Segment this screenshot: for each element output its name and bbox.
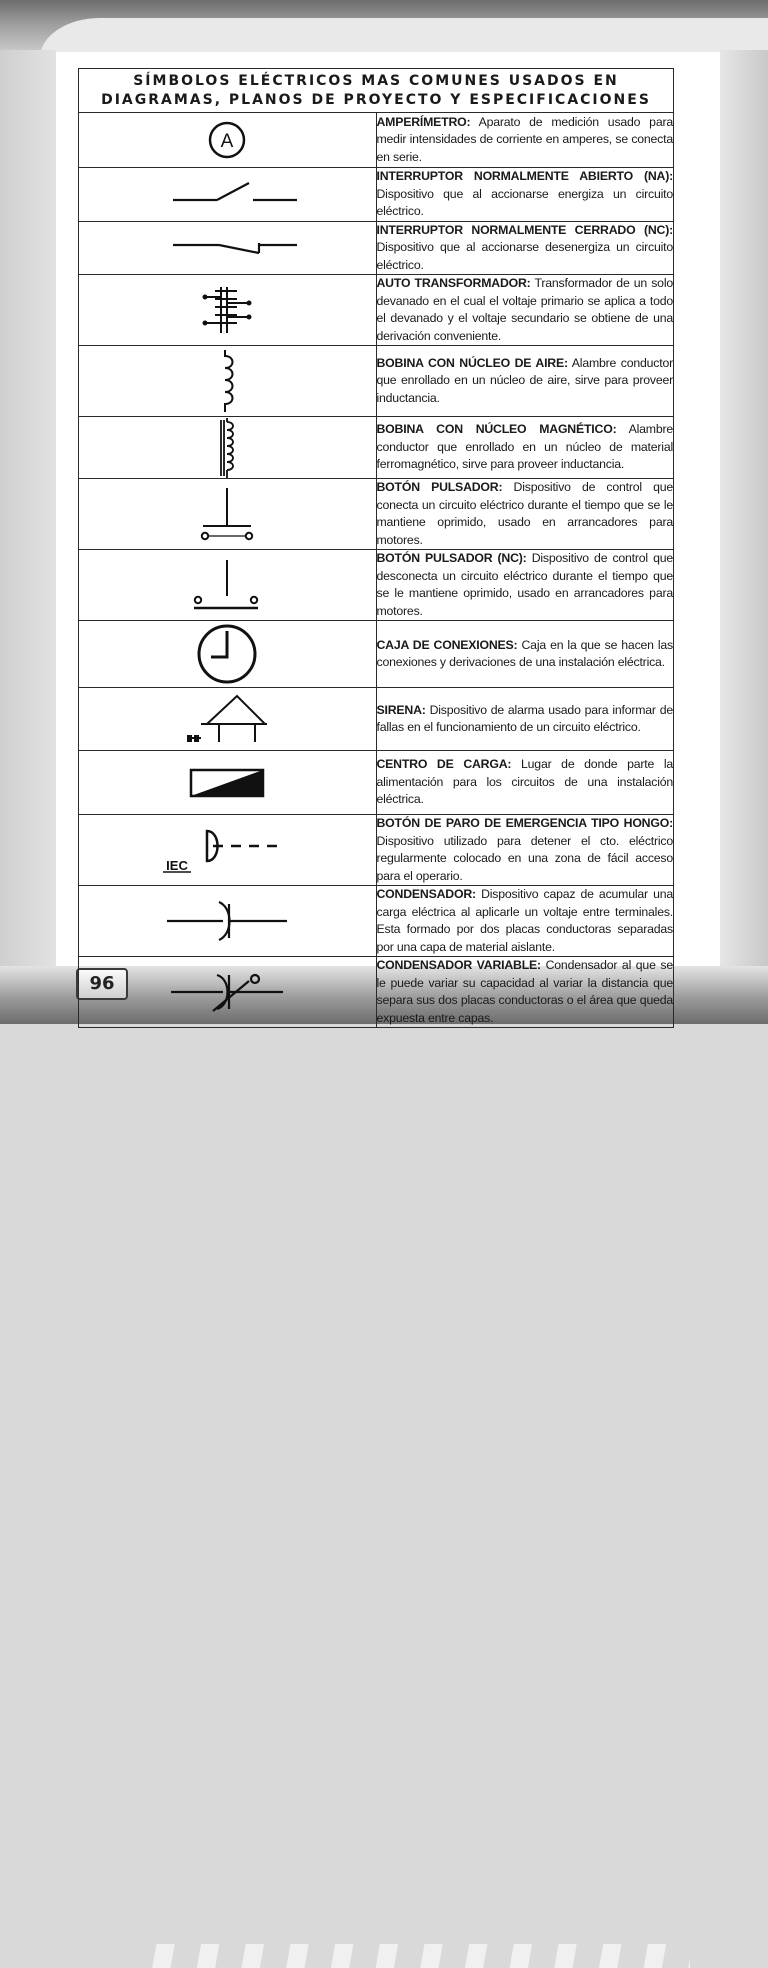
symbol-text: Dispositivo capaz de acumular una carga eléctrica al aplicarle un voltaje entre terminales. Esta formado por dos placas conductoras separadas por una capa de material aislante. xyxy=(376,887,673,954)
siren-symbol xyxy=(79,688,377,751)
emergency-stop-description xyxy=(376,815,674,886)
symbol-text: Dispositivo de control que desconecta un circuito eléctrico durante el tiempo que se le mantiene oprimido, usado en arrancadores para motores. xyxy=(376,551,673,618)
table-row xyxy=(79,751,674,815)
symbol-text: Aparato de medición usado para medir intensidades de corriente en amperes, se conecta en serie. xyxy=(376,114,673,164)
table-row xyxy=(79,346,674,417)
symbol-text: Caja en la que se hacen las conexiones y derivaciones de una instalación eléctrica. xyxy=(376,637,673,669)
symbol-text: Dispositivo de control que conecta un circuito eléctrico durante el tiempo que se le mantiene oprimido, usado en arrancadores para motores. xyxy=(376,480,673,547)
air-core-coil-symbol xyxy=(79,346,377,417)
emergency-stop-symbol xyxy=(79,815,377,886)
symbol-name: INTERRUPTOR NORMALMENTE CERRADO (NC): xyxy=(376,222,673,237)
air-core-coil-description xyxy=(376,346,674,417)
symbol-text: Alambre conductor que enrollado en un núcleo de aire, sirve para proveer inductancia. xyxy=(376,355,673,405)
load-center-description xyxy=(376,751,674,815)
symbol-text: Dispositivo que al accionarse desenergiza un circuito eléctrico. xyxy=(376,240,673,272)
symbol-text: Dispositivo de alarma usado para informar de fallas en el funcionamiento de un circuito eléctrico. xyxy=(376,702,673,734)
push-button-nc-symbol xyxy=(79,550,377,621)
table-row xyxy=(79,621,674,688)
push-button-symbol xyxy=(79,479,377,550)
capacitor-symbol xyxy=(79,886,377,957)
ammeter-description xyxy=(376,113,674,168)
symbol-name: BOTÓN PULSADOR (NC): xyxy=(376,551,527,565)
symbols-table xyxy=(78,68,674,1028)
symbol-name: AUTO TRANSFORMADOR: xyxy=(376,276,531,290)
symbol-name: CAJA DE CONEXIONES: xyxy=(376,637,518,652)
table-row xyxy=(79,886,674,957)
table-row xyxy=(79,417,674,479)
symbol-name: CONDENSADOR: xyxy=(376,887,476,901)
symbol-text: Dispositivo que al accionarse energiza un circuito eléctrico. xyxy=(376,186,673,218)
ammeter-symbol xyxy=(79,113,377,168)
table-row xyxy=(79,113,674,168)
switch-nc-symbol xyxy=(79,221,377,275)
junction-box-description xyxy=(376,621,674,688)
symbol-name: SIRENA: xyxy=(376,702,426,717)
symbol-name: CONDENSADOR VARIABLE: xyxy=(376,958,541,972)
iec-label: IEC xyxy=(166,858,189,873)
table-row xyxy=(79,275,674,346)
page-number: 96 xyxy=(76,968,128,1000)
switch-no-symbol xyxy=(79,168,377,222)
table-row xyxy=(79,479,674,550)
page-title xyxy=(79,69,674,113)
table-row xyxy=(79,957,674,1028)
symbol-name: CENTRO DE CARGA: xyxy=(376,757,512,772)
siren-description xyxy=(376,688,674,751)
symbol-name: BOBINA CON NÚCLEO DE AIRE: xyxy=(376,355,568,370)
title-row xyxy=(79,69,674,113)
symbol-name: BOTÓN DE PARO DE EMERGENCIA TIPO HONGO: xyxy=(376,816,673,830)
switch-nc-description xyxy=(376,221,674,275)
left-margin xyxy=(0,50,56,970)
title-line-1: SÍMBOLOS ELÉCTRICOS MAS COMUNES USADOS EN xyxy=(133,72,619,89)
symbol-name: AMPERÍMETRO: xyxy=(376,114,471,129)
symbol-text: Lugar de donde parte la alimentación para los circuitos de una instalación eléctrica. xyxy=(376,757,673,807)
capacitor-description xyxy=(376,886,674,957)
magnetic-core-coil-symbol xyxy=(79,417,377,479)
title-line-2: DIAGRAMAS, PLANOS DE PROYECTO Y ESPECIFICACIONES xyxy=(101,91,651,108)
autotransformer-symbol xyxy=(79,275,377,346)
junction-box-symbol xyxy=(79,621,377,688)
table-row xyxy=(79,550,674,621)
table-row xyxy=(79,168,674,222)
table-row xyxy=(79,815,674,886)
push-button-nc-description xyxy=(376,550,674,621)
switch-no-description xyxy=(376,168,674,222)
right-margin xyxy=(720,50,768,970)
variable-capacitor-symbol xyxy=(79,957,377,1028)
symbol-text: Dispositivo utilizado para detener el cto. eléctrico regularmente colocado en una zona de fácil acceso para el operario. xyxy=(376,833,673,883)
symbol-name: BOTÓN PULSADOR: xyxy=(376,480,503,494)
symbol-text: Alambre conductor que enrollado en un núcleo de material ferromagnético, sirve para proveer inductancia. xyxy=(376,422,673,472)
symbol-name: BOBINA CON NÚCLEO MAGNÉTICO: xyxy=(376,422,617,437)
symbol-text: Condensador al que se le puede variar su capacidad al variar la distancia que separa sus dos placas conductoras o el área que queda expuesta entre capas. xyxy=(376,958,673,1025)
variable-capacitor-description xyxy=(376,957,674,1028)
table-row xyxy=(79,221,674,275)
push-button-description xyxy=(376,479,674,550)
symbol-text: Transformador de un solo devanado en el cual el voltaje primario se aplica a todo el devanado y el voltaje secundario se obtiene de una derivación conveniente. xyxy=(376,276,673,343)
load-center-symbol xyxy=(79,751,377,815)
ammeter-label: A xyxy=(220,131,234,152)
symbol-name: INTERRUPTOR NORMALMENTE ABIERTO (NA): xyxy=(376,169,673,183)
table-row xyxy=(79,688,674,751)
autotransformer-description xyxy=(376,275,674,346)
magnetic-core-coil-description xyxy=(376,417,674,479)
decorative-stripes xyxy=(130,1944,690,1968)
